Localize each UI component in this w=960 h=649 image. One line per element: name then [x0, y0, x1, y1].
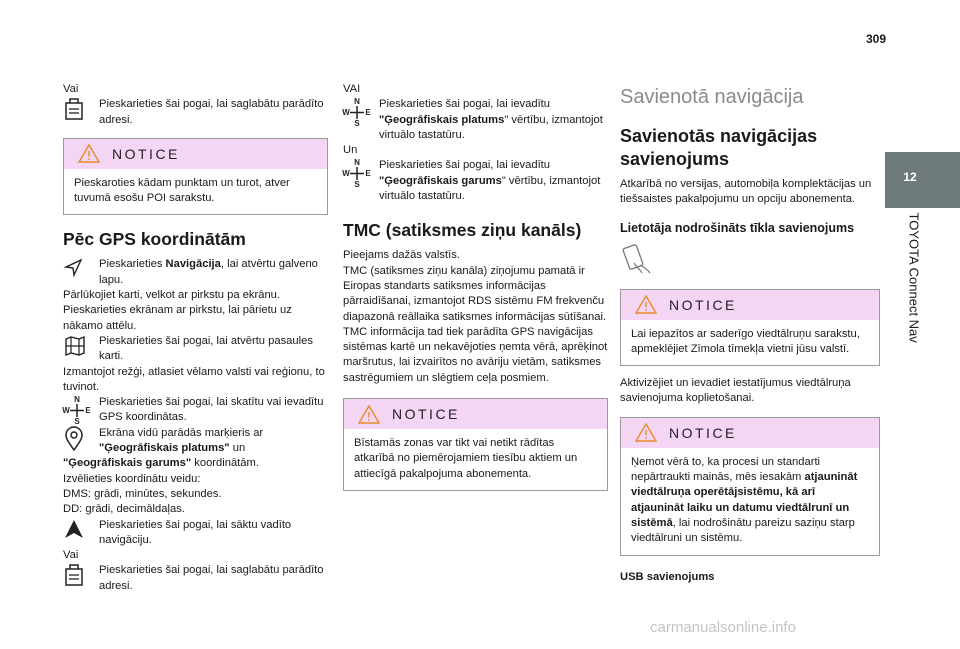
notice-body: Lai iepazītos ar saderīgo viedtālruņu sarakstu, apmeklējiet Zīmola tīmekļa vietni jūsu valstī. — [631, 327, 860, 355]
world-map-row — [63, 334, 328, 365]
svg-text:E: E — [85, 406, 91, 416]
paragraph: TMC (satiksmes ziņu kanāla) ziņojumu pamatā ir Eiropas standarts satiksmes informācijas pārraidīšanai, izmantojot RDS sistēmu FM frekvenču diapazonā reāllaika satiksmes informācijas sūtīšanai. — [343, 264, 607, 323]
navigation-row — [63, 257, 328, 288]
start-guidance-icon — [63, 518, 99, 548]
world-map-icon — [63, 334, 99, 364]
paragraph: DMS: grādi, minūtes, sekundes. — [63, 487, 222, 500]
svg-text:S: S — [354, 180, 360, 190]
or-text: Un — [343, 144, 358, 157]
location-pin-icon — [63, 426, 99, 456]
section-heading: TMC (satiksmes ziņu kanāls) — [343, 220, 582, 241]
save-address-row — [63, 563, 328, 594]
page-number: 309 — [865, 32, 887, 46]
svg-text:E: E — [365, 108, 371, 118]
section-heading: Savienotās navigācijas savienojums — [620, 126, 818, 169]
navigation-text: Pieskarieties Navigācija, lai atvērtu galveno lapu. — [99, 258, 318, 286]
paragraph: "Ģeogrāfiskais garums" koordinātām. — [63, 457, 259, 470]
svg-text:W: W — [62, 406, 70, 416]
warning-icon — [78, 144, 100, 163]
chapter-section-title: Savienotā navigācija — [620, 86, 804, 108]
paragraph: Izvēlieties koordinātu veidu: — [63, 472, 201, 485]
latitude-text: Pieskarieties šai pogai, lai ievadītu "Ģeogrāfiskais platums" vērtību, izmantojot virtuālo tastatūru. — [379, 98, 603, 141]
save-address-text: Pieskarieties šai pogai, lai saglabātu parādīto adresi. — [99, 564, 324, 592]
longitude-row — [343, 158, 608, 204]
paragraph: TMC informācija tad tiek parādīta GPS navigācijas sistēmas kartē un nekavējoties ņemta vērā, aprēķinot maršrutus, lai izvairītos no avāriju vietām, satiksmes sastrēgumiem un slēgtiem ceļa posmiem. — [343, 325, 608, 384]
compass-icon — [63, 395, 99, 425]
svg-text:E: E — [365, 169, 371, 179]
notice-body: Pieskaroties kādam punktam un turot, atver tuvumā esošu POI sarakstu. — [74, 176, 290, 205]
gps-text: Pieskarieties šai pogai, lai skatītu vai ievadītu GPS koordinātas. — [99, 396, 324, 424]
svg-text:W: W — [342, 108, 350, 118]
paragraph: Pieskarieties ekrānam ar pirkstu, lai pārietu uz nākamo attēlu. — [63, 304, 292, 332]
marker-row — [63, 426, 328, 457]
watermark: carmanualsonline.info — [650, 619, 796, 636]
save-address-row — [63, 97, 328, 128]
paragraph: DD: grādi, decimāldaļas. — [63, 503, 185, 516]
paragraph: Izmantojot režģi, atlasiet vēlamo valsti vai reģionu, to tuvinot. — [63, 365, 325, 393]
svg-text:W: W — [342, 169, 350, 179]
navigation-arrow-icon — [63, 257, 99, 287]
column-2 — [343, 82, 608, 501]
column-1 — [63, 82, 328, 594]
warning-icon — [358, 405, 380, 424]
svg-text:N: N — [74, 395, 80, 405]
usb-heading: USB savienojums — [620, 570, 715, 583]
notice-box — [343, 398, 608, 491]
longitude-text: Pieskarieties šai pogai, lai ievadītu "Ģeogrāfiskais garums" vērtību, izmantojot virtuālo tastatūru. — [379, 159, 601, 203]
guidance-text: Pieskarieties šai pogai, lai sāktu vadīto navigāciju. — [99, 518, 292, 546]
svg-text:S: S — [354, 119, 360, 129]
compass-icon — [343, 158, 379, 188]
marker-text: Ekrāna vidū parādās marķieris ar "Ģeogrāfiskais platums" un — [99, 426, 264, 455]
section-heading: Pēc GPS koordinātām — [63, 229, 246, 250]
notice-box — [63, 138, 328, 216]
paragraph: Atkarībā no versijas, automobiļa komplektācijas un tiešsaistes pakalpojumu un opciju abonementa. — [620, 178, 872, 206]
notice-body: Ņemot vērā to, ka procesi un standarti nepārtraukti mainās, mēs iesakām atjaunināt viedtālruņa operētājsistēmu, kā arī atjaunināt laiku un datumu viedtālrunī un sistēmā, lai nodrošinātu pareizu saziņu starp viedtālruni un sistēmu. — [631, 455, 858, 545]
svg-text:N: N — [354, 97, 360, 107]
guidance-row — [63, 518, 328, 549]
save-icon — [63, 563, 99, 593]
column-3 — [620, 86, 880, 585]
notice-title: NOTICE — [669, 424, 737, 441]
notice-box — [620, 417, 880, 556]
sub-heading: Lietotāja nodrošināts tīkla savienojums — [620, 220, 855, 235]
notice-box — [620, 289, 880, 367]
gps-row — [63, 395, 328, 426]
or-text: VAI — [343, 83, 361, 95]
notice-body: Bīstamās zonas var tikt vai netikt rādītas atkarībā no piemērojamiem tiesību aktiem un attiecīgā pakalpojuma abonementa. — [354, 437, 578, 480]
notice-title: NOTICE — [112, 145, 180, 162]
warning-icon — [635, 423, 657, 442]
compass-icon — [343, 97, 379, 127]
svg-text:S: S — [74, 417, 80, 427]
paragraph: Pieejams dažās valstīs. — [343, 249, 460, 262]
world-map-text: Pieskarieties šai pogai, lai atvērtu pasaules karti. — [99, 334, 313, 363]
or-text: Vai — [63, 549, 79, 562]
chapter-side-label: TOYOTA Connect Nav — [906, 212, 922, 343]
save-address-text: Pieskarieties šai pogai, lai saglabātu parādīto adresi. — [99, 98, 324, 126]
smartphone-icon — [620, 243, 880, 279]
warning-icon — [635, 295, 657, 314]
chapter-tab-number: 12 — [903, 170, 917, 184]
paragraph: Aktivizējiet un ievadiet iestatījumus viedtālruņa savienojuma koplietošanai. — [620, 377, 851, 405]
notice-title: NOTICE — [669, 296, 737, 313]
save-icon — [63, 97, 99, 127]
notice-title: NOTICE — [392, 406, 460, 423]
svg-text:N: N — [354, 158, 360, 168]
paragraph: Pārlūkojiet karti, velkot ar pirkstu pa ekrānu. — [63, 289, 281, 302]
latitude-row — [343, 97, 608, 143]
or-text: Vai — [63, 83, 79, 95]
